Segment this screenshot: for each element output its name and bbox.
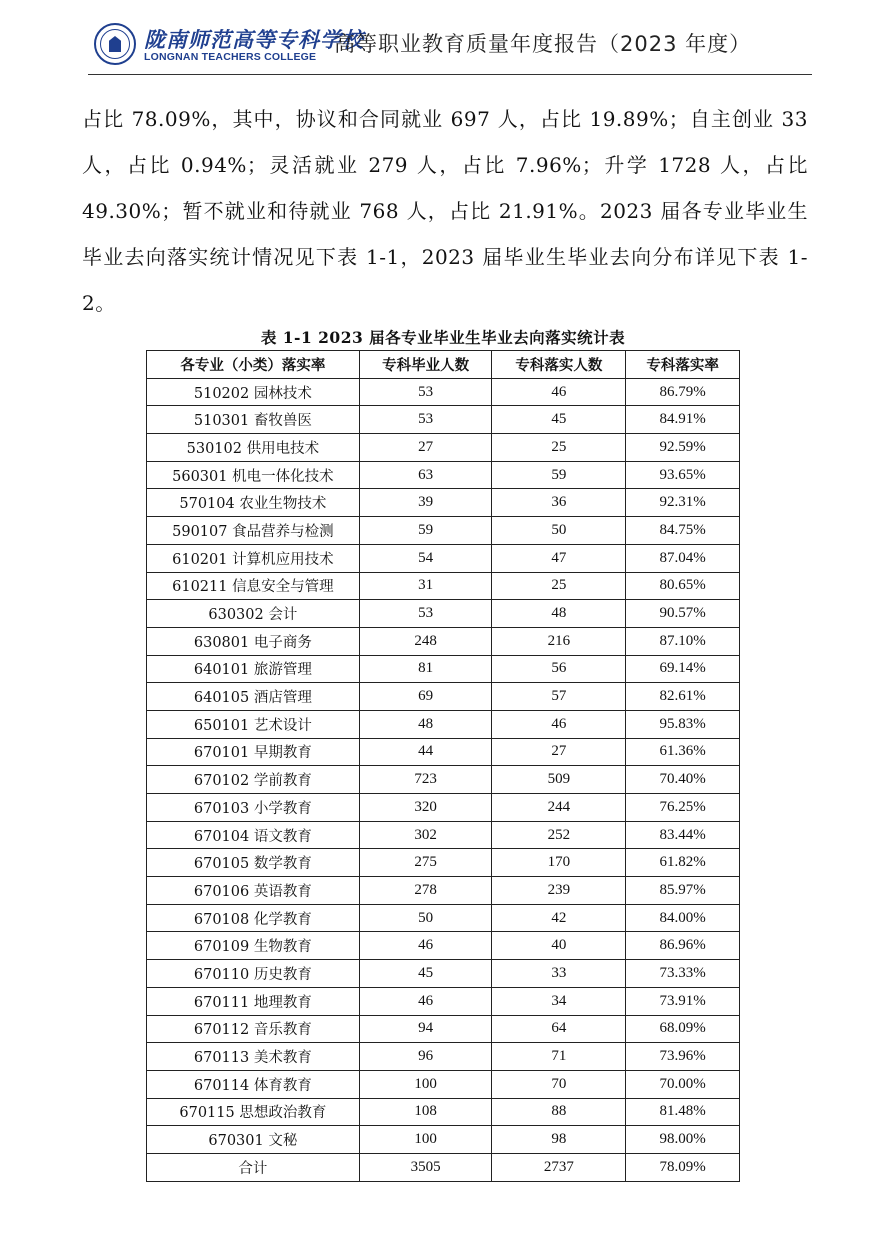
cell-placed: 46	[492, 378, 626, 406]
table-row	[147, 766, 740, 794]
cell-rate: 90.57%	[626, 600, 740, 628]
cell-placed: 64	[492, 1015, 626, 1043]
school-name-english: LONGNAN TEACHERS COLLEGE	[144, 51, 317, 63]
cell-graduates: 94	[359, 1015, 492, 1043]
cell-major: 670106 英语教育	[147, 877, 360, 905]
cell-major: 670301 文秘	[147, 1126, 360, 1154]
cell-graduates: 278	[359, 877, 492, 905]
cell-placed: 98	[492, 1126, 626, 1154]
cell-placed: 27	[492, 738, 626, 766]
cell-placed: 45	[492, 406, 626, 434]
cell-rate: 69.14%	[626, 655, 740, 683]
cell-major: 670112 音乐教育	[147, 1015, 360, 1043]
table-row	[147, 434, 740, 462]
table-row	[147, 1126, 740, 1154]
cell-major: 670103 小学教育	[147, 794, 360, 822]
table-row	[147, 821, 740, 849]
cell-rate: 78.09%	[626, 1153, 740, 1181]
table-row	[147, 517, 740, 545]
cell-major: 610201 计算机应用技术	[147, 544, 360, 572]
cell-major: 510301 畜牧兽医	[147, 406, 360, 434]
header-cell-major: 各专业（小类）落实率	[147, 351, 360, 379]
cell-graduates: 53	[359, 600, 492, 628]
cell-rate: 98.00%	[626, 1126, 740, 1154]
table-row	[147, 683, 740, 711]
cell-placed: 57	[492, 683, 626, 711]
table-row	[147, 1070, 740, 1098]
school-emblem-icon	[94, 23, 136, 65]
cell-major: 530102 供用电技术	[147, 434, 360, 462]
cell-major: 560301 机电一体化技术	[147, 461, 360, 489]
cell-rate: 92.31%	[626, 489, 740, 517]
cell-major: 640105 酒店管理	[147, 683, 360, 711]
header-cell-rate: 专科落实率	[626, 351, 740, 379]
table-body	[147, 378, 740, 1181]
cell-placed: 71	[492, 1043, 626, 1071]
table-row	[147, 1015, 740, 1043]
cell-graduates: 27	[359, 434, 492, 462]
cell-rate: 70.00%	[626, 1070, 740, 1098]
cell-placed: 36	[492, 489, 626, 517]
table-row	[147, 932, 740, 960]
table-row	[147, 544, 740, 572]
cell-major: 合计	[147, 1153, 360, 1181]
table-row	[147, 378, 740, 406]
header-cell-placed: 专科落实人数	[492, 351, 626, 379]
cell-rate: 70.40%	[626, 766, 740, 794]
cell-rate: 84.91%	[626, 406, 740, 434]
emblem-building-icon	[109, 36, 121, 52]
cell-major: 640101 旅游管理	[147, 655, 360, 683]
cell-rate: 84.75%	[626, 517, 740, 545]
cell-graduates: 50	[359, 904, 492, 932]
cell-major: 670105 数学教育	[147, 849, 360, 877]
cell-graduates: 45	[359, 960, 492, 988]
cell-graduates: 108	[359, 1098, 492, 1126]
cell-placed: 47	[492, 544, 626, 572]
table-row	[147, 960, 740, 988]
cell-placed: 33	[492, 960, 626, 988]
cell-major: 610211 信息安全与管理	[147, 572, 360, 600]
cell-placed: 56	[492, 655, 626, 683]
cell-rate: 86.79%	[626, 378, 740, 406]
cell-graduates: 46	[359, 987, 492, 1015]
cell-graduates: 53	[359, 406, 492, 434]
cell-major: 570104 农业生物技术	[147, 489, 360, 517]
cell-rate: 87.10%	[626, 627, 740, 655]
cell-rate: 73.91%	[626, 987, 740, 1015]
table-row	[147, 1098, 740, 1126]
table-row	[147, 877, 740, 905]
cell-major: 670113 美术教育	[147, 1043, 360, 1071]
header-cell-graduates: 专科毕业人数	[359, 351, 492, 379]
school-name-chinese: 陇南师范高等专科学校	[144, 27, 364, 52]
cell-rate: 87.04%	[626, 544, 740, 572]
cell-graduates: 48	[359, 710, 492, 738]
table-header	[147, 351, 740, 379]
cell-major: 670108 化学教育	[147, 904, 360, 932]
cell-graduates: 302	[359, 821, 492, 849]
cell-placed: 70	[492, 1070, 626, 1098]
cell-placed: 252	[492, 821, 626, 849]
cell-placed: 216	[492, 627, 626, 655]
header-divider	[88, 74, 812, 75]
cell-graduates: 320	[359, 794, 492, 822]
table-row	[147, 1043, 740, 1071]
cell-placed: 509	[492, 766, 626, 794]
table-row	[147, 794, 740, 822]
cell-graduates: 100	[359, 1126, 492, 1154]
cell-major: 670114 体育教育	[147, 1070, 360, 1098]
cell-graduates: 723	[359, 766, 492, 794]
cell-graduates: 81	[359, 655, 492, 683]
graduation-statistics-table	[146, 350, 740, 1182]
cell-placed: 50	[492, 517, 626, 545]
cell-major: 670110 历史教育	[147, 960, 360, 988]
header-row	[147, 351, 740, 379]
cell-rate: 86.96%	[626, 932, 740, 960]
table-row	[147, 572, 740, 600]
cell-major: 670104 语文教育	[147, 821, 360, 849]
table-row	[147, 627, 740, 655]
table-row	[147, 489, 740, 517]
cell-placed: 88	[492, 1098, 626, 1126]
table-row	[147, 461, 740, 489]
cell-graduates: 96	[359, 1043, 492, 1071]
cell-rate: 92.59%	[626, 434, 740, 462]
cell-graduates: 31	[359, 572, 492, 600]
table-row	[147, 904, 740, 932]
cell-placed: 40	[492, 932, 626, 960]
cell-rate: 73.96%	[626, 1043, 740, 1071]
cell-rate: 93.65%	[626, 461, 740, 489]
cell-placed: 46	[492, 710, 626, 738]
cell-major: 650101 艺术设计	[147, 710, 360, 738]
cell-major: 630302 会计	[147, 600, 360, 628]
cell-major: 670111 地理教育	[147, 987, 360, 1015]
cell-graduates: 3505	[359, 1153, 492, 1181]
table-row	[147, 600, 740, 628]
cell-rate: 84.00%	[626, 904, 740, 932]
cell-rate: 83.44%	[626, 821, 740, 849]
cell-placed: 34	[492, 987, 626, 1015]
cell-graduates: 248	[359, 627, 492, 655]
cell-rate: 73.33%	[626, 960, 740, 988]
cell-rate: 85.97%	[626, 877, 740, 905]
cell-graduates: 100	[359, 1070, 492, 1098]
cell-major: 670115 思想政治教育	[147, 1098, 360, 1126]
cell-graduates: 44	[359, 738, 492, 766]
cell-placed: 59	[492, 461, 626, 489]
table-row	[147, 987, 740, 1015]
cell-major: 590107 食品营养与检测	[147, 517, 360, 545]
cell-rate: 82.61%	[626, 683, 740, 711]
table-row	[147, 1153, 740, 1181]
cell-placed: 2737	[492, 1153, 626, 1181]
cell-graduates: 46	[359, 932, 492, 960]
table-row	[147, 738, 740, 766]
cell-placed: 48	[492, 600, 626, 628]
cell-major: 670109 生物教育	[147, 932, 360, 960]
cell-major: 670101 早期教育	[147, 738, 360, 766]
cell-major: 630801 电子商务	[147, 627, 360, 655]
cell-major: 510202 园林技术	[147, 378, 360, 406]
cell-major: 670102 学前教育	[147, 766, 360, 794]
cell-graduates: 69	[359, 683, 492, 711]
cell-graduates: 275	[359, 849, 492, 877]
cell-rate: 76.25%	[626, 794, 740, 822]
cell-placed: 239	[492, 877, 626, 905]
cell-graduates: 39	[359, 489, 492, 517]
cell-rate: 95.83%	[626, 710, 740, 738]
cell-graduates: 54	[359, 544, 492, 572]
cell-graduates: 59	[359, 517, 492, 545]
cell-graduates: 63	[359, 461, 492, 489]
cell-placed: 170	[492, 849, 626, 877]
table-row	[147, 406, 740, 434]
cell-rate: 68.09%	[626, 1015, 740, 1043]
cell-rate: 80.65%	[626, 572, 740, 600]
body-paragraph: 占比 78.09%，其中，协议和合同就业 697 人，占比 19.89%；自主创业 33 人，占比 0.94%；灵活就业 279 人，占比 7.96%；升学 1728 人，占比 49.30%；暂不就业和待就业 768 人，占比 21.91%。2023 届各专业毕业生毕业去向落实统计情况见下表 1-1，2023 届毕业生毕业去向分布详见下表 1-2。	[82, 107, 808, 315]
cell-rate: 81.48%	[626, 1098, 740, 1126]
table-row	[147, 710, 740, 738]
cell-graduates: 53	[359, 378, 492, 406]
cell-placed: 42	[492, 904, 626, 932]
page-header	[88, 18, 808, 74]
cell-rate: 61.36%	[626, 738, 740, 766]
cell-placed: 25	[492, 572, 626, 600]
table-row	[147, 849, 740, 877]
cell-rate: 61.82%	[626, 849, 740, 877]
cell-placed: 244	[492, 794, 626, 822]
cell-placed: 25	[492, 434, 626, 462]
table-caption: 表 1-1 2023 届各专业毕业生毕业去向落实统计表	[260, 328, 626, 347]
report-title: 高等职业教育质量年度报告（2023 年度）	[334, 32, 752, 56]
table-row	[147, 655, 740, 683]
